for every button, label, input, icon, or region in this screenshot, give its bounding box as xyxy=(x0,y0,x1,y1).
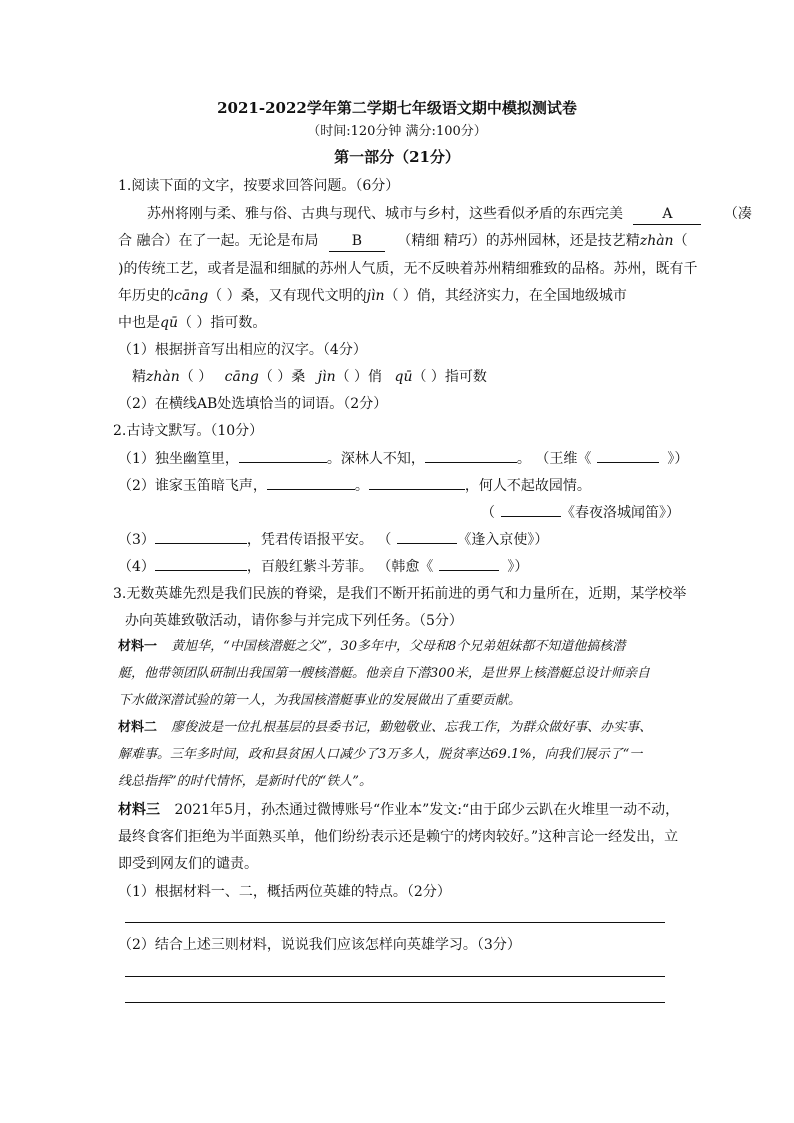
pinyin-cang: cāng xyxy=(224,369,259,385)
poem-title-blank[interactable] xyxy=(597,448,659,463)
answer-line[interactable] xyxy=(125,922,665,923)
poem-text: （ xyxy=(481,505,495,521)
poem-text: ，何人不起故园情。 xyxy=(464,478,591,494)
answer-box-zhan[interactable]: （ ） xyxy=(179,369,213,385)
q1-passage-text: （精细 精巧）的苏州园林，还是技艺精 xyxy=(397,233,640,249)
q1-passage-line5 xyxy=(118,313,266,333)
poem-text: 《逢入京使》） xyxy=(457,532,549,548)
q1-passage-text: 中也是 xyxy=(118,315,160,331)
q1-passage-text: （ ）桑，又有现代文明的 xyxy=(208,288,367,304)
q2-prompt: 2.古诗文默写。（10分） xyxy=(113,423,264,439)
q3-prompt-line2: 办向英雄致敬活动，请你参与并完成下列任务。（5分） xyxy=(125,613,463,629)
poem-text: 》） xyxy=(667,451,689,467)
part-heading: 第一部分（21分） xyxy=(334,148,460,166)
poem-text: 。深林人不知， xyxy=(326,451,425,467)
q1-passage-line1 xyxy=(147,204,752,225)
q1-passage-line3: )的传统工艺，或者是温和细腻的苏州人气质，无不反映着苏州精细雅致的品格。苏州，既有千 xyxy=(118,261,698,277)
poem-blank[interactable] xyxy=(155,529,247,544)
poem-text: ，凭君传语报平安。 （ xyxy=(246,532,392,548)
pinyin-cang: cāng xyxy=(174,288,209,304)
poem-text: 》） xyxy=(507,559,529,575)
pinyin-qu: qū xyxy=(394,369,413,385)
poem-blank[interactable] xyxy=(369,475,465,490)
material-three-label: 材料三 xyxy=(118,802,160,818)
material-two-label: 材料二 xyxy=(118,720,158,735)
blank-b[interactable]: B xyxy=(329,231,385,252)
material-three-line1 xyxy=(118,800,679,820)
material-two-line1 xyxy=(118,718,652,738)
q1-answer-row xyxy=(132,367,487,387)
q1-passage-text: 年历史的 xyxy=(118,288,174,304)
poem-text: （2）谁家玉笛暗飞声， xyxy=(118,478,267,494)
pinyin-zhan: zhàn xyxy=(146,369,180,385)
poem-text: 《春夜洛城闻笛》） xyxy=(561,505,680,521)
poem-title-blank[interactable] xyxy=(439,556,499,571)
poem-blank[interactable] xyxy=(267,475,355,490)
answer-line[interactable] xyxy=(125,976,665,977)
material-two-line2: 解难事。三年多时间，政和县贫困人口减少了3万多人，脱贫率达69.1%，向我们展示了“一 xyxy=(118,747,643,762)
poem-blank[interactable] xyxy=(155,556,247,571)
poem-text: ，百般红紫斗芳菲。 （韩愈《 xyxy=(246,559,434,575)
q3-sub1: （1）根据材料一、二，概括两位英雄的特点。（2分） xyxy=(118,884,451,900)
poet-blank[interactable] xyxy=(397,529,457,544)
q1-passage-text: （凑 xyxy=(723,206,752,222)
answer-line[interactable] xyxy=(125,1002,665,1003)
material-three-line2: 最终食客们拒绝为半面熟买单，他们纷纷表示还是赖宁的烤肉较好。”这种言论一经发出，立 xyxy=(118,829,679,845)
answer-box-cang[interactable]: （ ）桑 xyxy=(258,369,306,385)
pinyin-zhan: zhàn xyxy=(639,233,674,249)
poem-text: 。 xyxy=(354,478,369,494)
q2-line1 xyxy=(118,448,688,469)
q1-passage-line2 xyxy=(118,231,688,252)
pinyin-jin: jìn xyxy=(317,369,336,385)
pinyin-qu: qū xyxy=(160,315,178,331)
q2-line3 xyxy=(481,502,680,523)
q1-passage-line4 xyxy=(118,286,627,306)
q1-passage-text: 苏州将刚与柔、雅与俗、古典与现代、城市与乡村，这些看似矛盾的东西完美 xyxy=(147,206,623,222)
answer-box-jin[interactable]: （ ）俏 xyxy=(335,369,383,385)
poet-blank[interactable] xyxy=(501,502,561,517)
material-one-line1 xyxy=(118,637,625,657)
q1-passage-text: （ ）俏，其经济实力，在全国地级城市 xyxy=(384,288,627,304)
material-three-line3: 即受到网友们的谴责。 xyxy=(118,856,258,872)
q1-sub2: （2）在横线AB处选填恰当的词语。（2分） xyxy=(118,396,388,412)
blank-a[interactable]: A xyxy=(633,204,701,225)
poem-text: （3） xyxy=(118,532,155,548)
q2-line4 xyxy=(118,529,548,550)
q1-passage-text: 合 融合）在了一起。无论是布局 xyxy=(118,233,319,249)
poem-blank[interactable] xyxy=(425,448,517,463)
q3-prompt-line1: 3.无数英雄先烈是我们民族的脊梁，是我们不断开拓前进的勇气和力量所在，近期，某学校举 xyxy=(113,586,687,602)
answer-row-text: 精 xyxy=(132,369,146,385)
material-two-line3: 线总指挥”的时代情怀，是新时代的“铁人”。 xyxy=(118,774,372,789)
q1-prompt: 1.阅读下面的文字，按要求回答问题。（6分） xyxy=(118,178,400,194)
q1-passage-text: （ xyxy=(673,233,688,249)
material-text: 廖俊波是一位扎根基层的县委书记，勤勉敬业、忘我工作，为群众做好事、办实事、 xyxy=(171,720,653,735)
exam-subtitle: （时间:120分钟 满分:100分） xyxy=(307,124,487,139)
poem-text: 。 （王维《 xyxy=(516,451,592,467)
q1-sub1: （1）根据拼音写出相应的汉字。（4分） xyxy=(118,342,367,358)
q1-passage-text: （ ）指可数。 xyxy=(177,315,267,331)
material-text: 2021年5月，孙杰通过微博账号“作业本”发文:“由于邱少云趴在火堆里一动不动， xyxy=(174,802,680,818)
material-one-line2: 艇，他带领团队研制出我国第一艘核潜艇。他亲自下潜300米，是世界上核潜艇总设计师亲自 xyxy=(118,666,650,681)
material-one-label: 材料一 xyxy=(118,639,158,654)
material-one-line3: 下水做深潜试验的第一人，为我国核潜艇事业的发展做出了重要贡献。 xyxy=(118,693,522,708)
exam-title: 2021-2022学年第二学期七年级语文期中模拟测试卷 xyxy=(217,99,577,117)
poem-blank[interactable] xyxy=(239,448,327,463)
answer-box-qu[interactable]: （ ）指可数 xyxy=(412,369,487,385)
pinyin-jin: jìn xyxy=(366,288,385,304)
material-text: 黄旭华，“中国核潜艇之父”，30多年中，父母和8个兄弟姐妹都不知道他搞核潜 xyxy=(171,639,626,654)
poem-text: （1）独坐幽篁里， xyxy=(118,451,239,467)
poem-text: （4） xyxy=(118,559,155,575)
q2-line2 xyxy=(118,475,591,496)
q3-sub2: （2）结合上述三则材料，说说我们应该怎样向英雄学习。（3分） xyxy=(118,937,521,953)
q2-line5 xyxy=(118,556,528,577)
